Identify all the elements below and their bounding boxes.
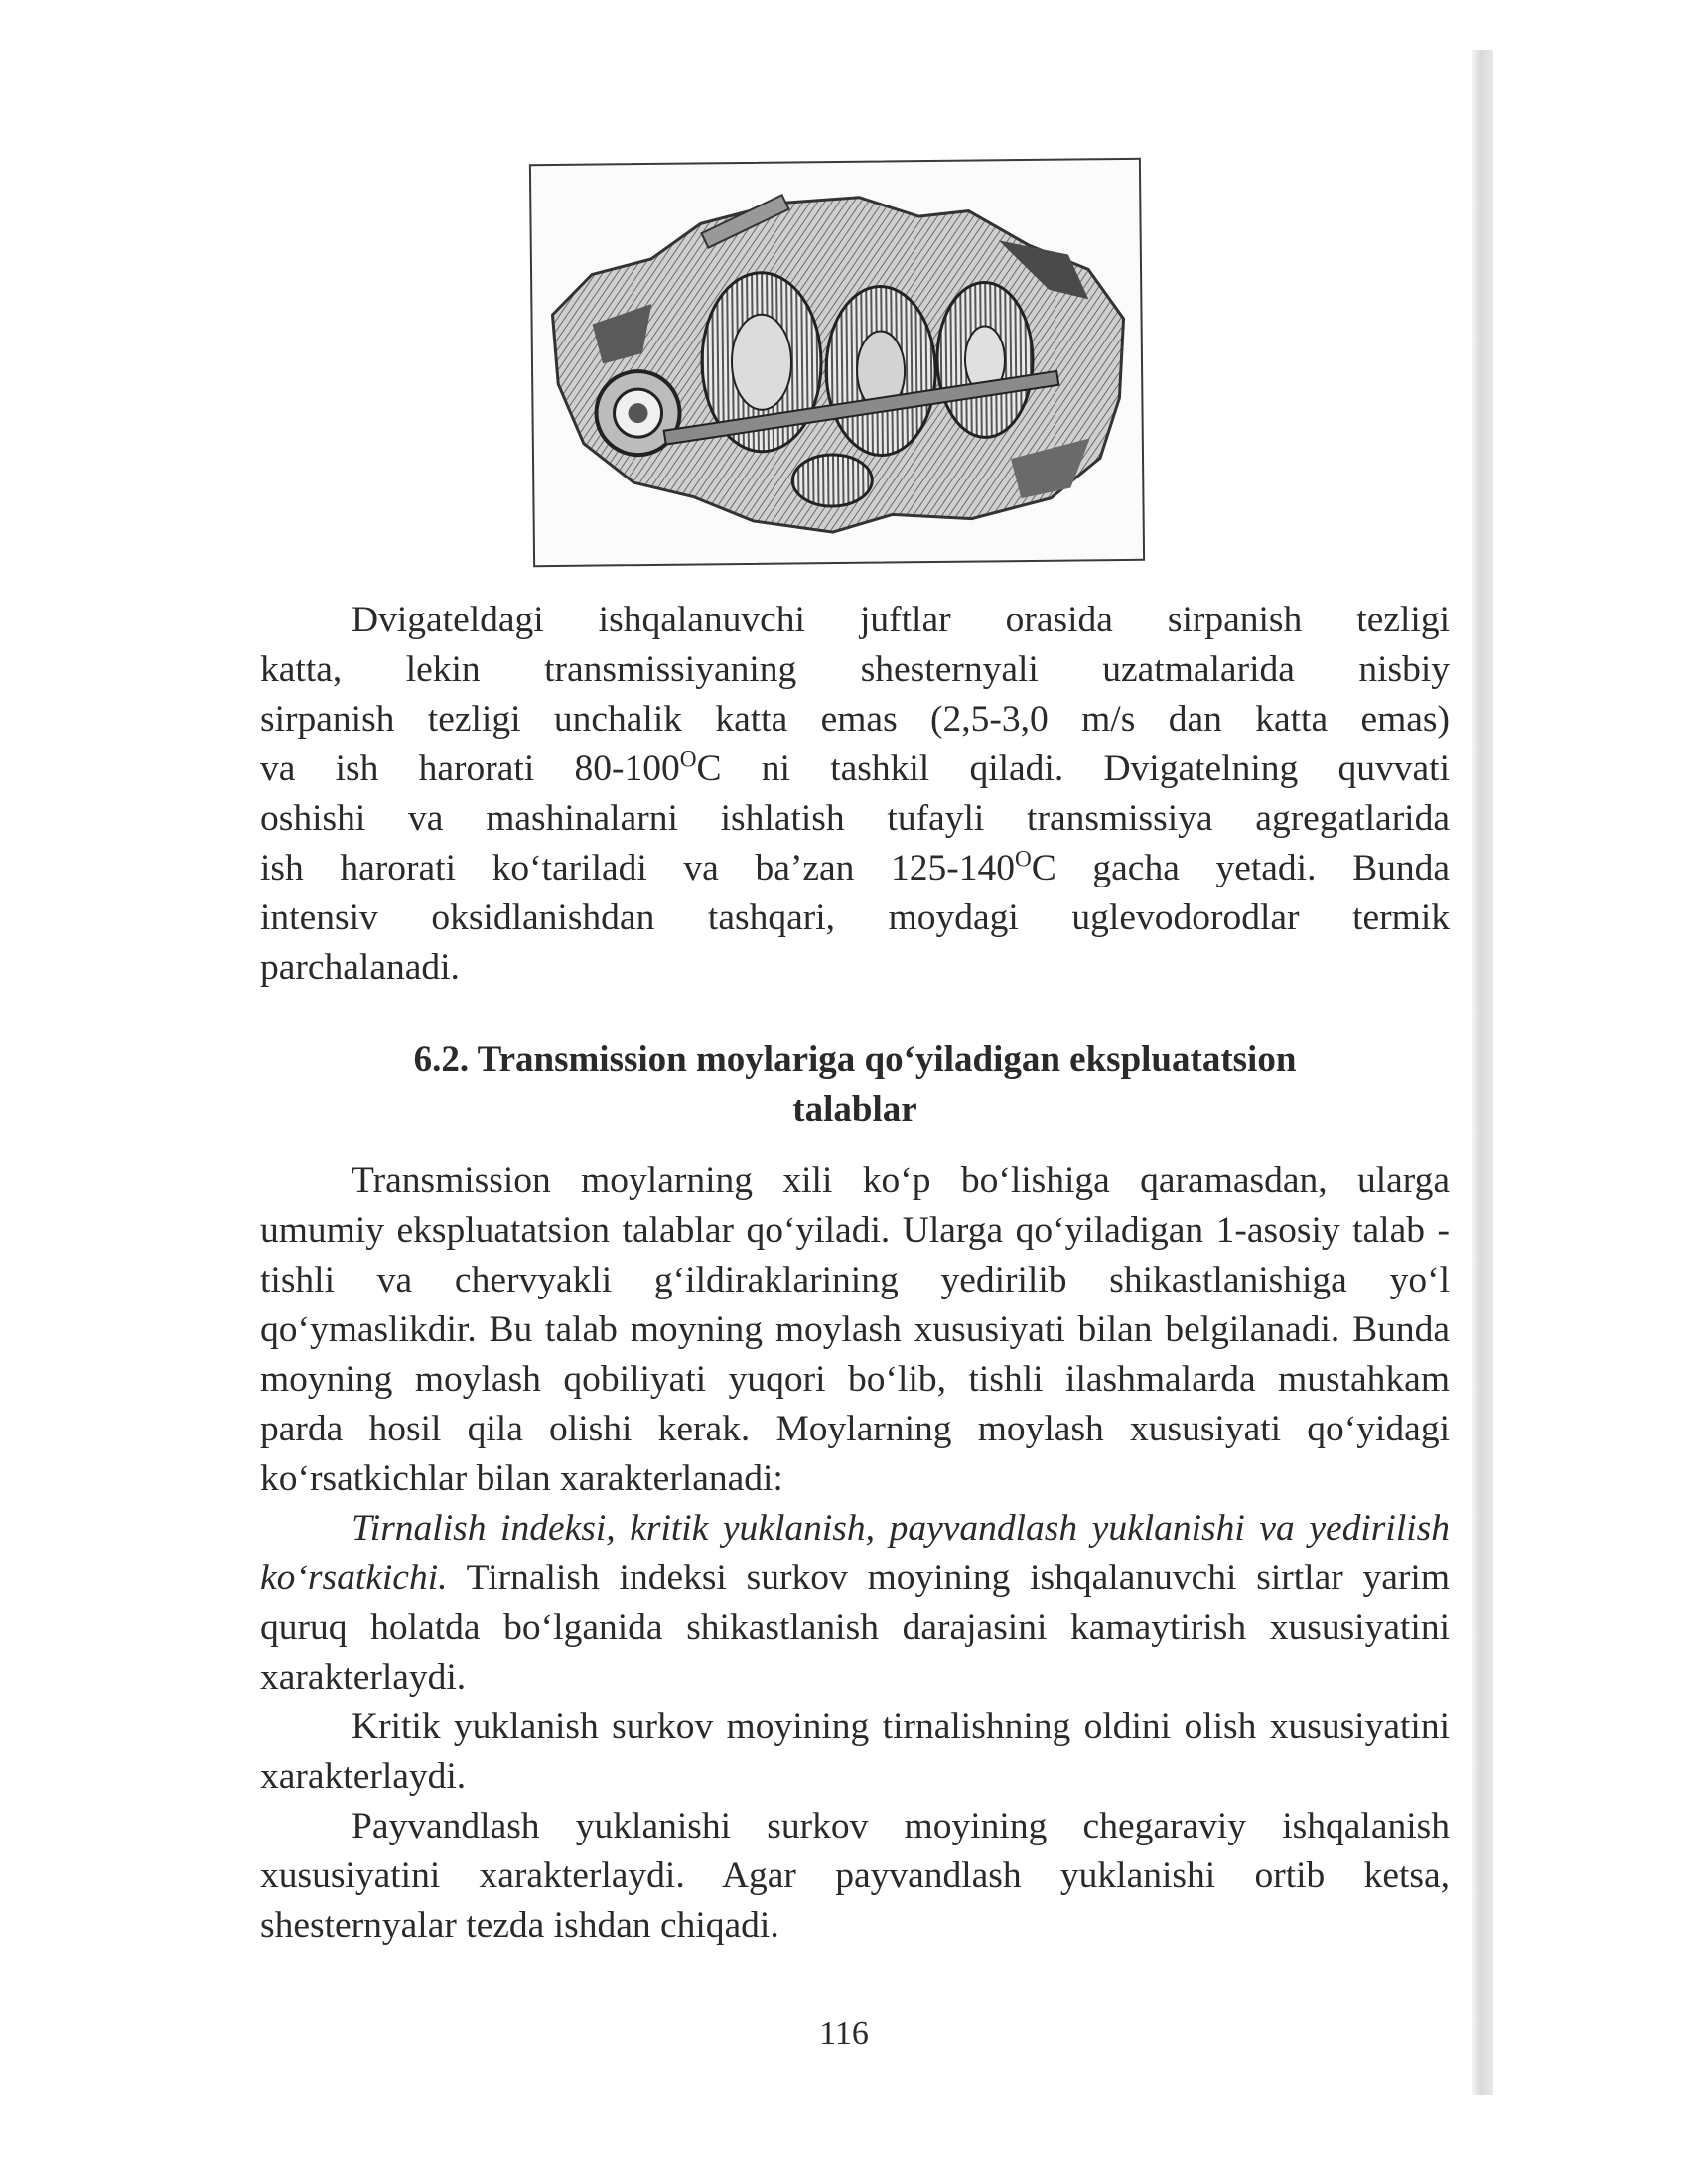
paragraph-4: Kritik yuklanish surkov moyining tirnalishning oldini olish xususiyatini xarakterlaydi.: [260, 1706, 1450, 1797]
paragraph-3-italic-terms: Tirnalish indeksi, kritik yuklanish, payvandlash yuklanishi va yedirilish ko‘rsatkichi.: [260, 1508, 1450, 1598]
gearbox-illustration: [529, 158, 1145, 567]
para1-line3: sirpanish tezligi unchalik katta emas (2,5-3,0 m/s dan katta emas): [260, 699, 1450, 740]
section-body: [260, 1157, 1450, 1951]
page-number: 116: [819, 2015, 869, 2052]
para1-line4-end: C ni tashkil qiladi. Dvigatelning quvvati: [696, 749, 1450, 789]
para1-line6: [260, 844, 1450, 893]
paragraph-1: [260, 596, 1450, 993]
para1-line6-start: ish harorati ko‘tariladi va ba’zan 125-140: [260, 848, 1015, 888]
paragraph-3-text: Tirnalish indeksi surkov moyining ishqalanuvchi sirtlar yarim quruq holatda bo‘lganida shikastlanish darajasini kamaytirish xususiyatini xarakterlaydi.: [260, 1558, 1450, 1698]
para1-line5: oshishi va mashinalarni ishlatish tufayli transmissiya agregatlarida: [260, 798, 1450, 839]
section-heading: [260, 1035, 1450, 1135]
para1-line6-end: C gacha yetadi. Bunda: [1031, 848, 1451, 888]
paragraph-5: Payvandlash yuklanishi surkov moyining chegaraviy ishqalanish xususiyatini xarakterlaydi. Agar payvandlash yuklanishi ortib ketsa, shesternyalar tezda ishdan chiqadi.: [260, 1806, 1450, 1946]
section-heading-line2: talablar: [792, 1089, 917, 1130]
paragraph-2: Transmission moylarning xili ko‘p bo‘lishiga qaramasdan, ularga umumiy ekspluatatsion talablar qo‘yiladi. Ularga qo‘yiladigan 1-asosiy talab - tishli va chervyakli g‘ildiraklarining yedirilib shikastlanishiga yo‘l qo‘ymaslikdir. Bu talab moyning moylash xususiyati bilan belgilanadi. Bunda moyning moylash qobiliyati yuqori bo‘lib, tishli ilashmalarda mustahkam parda hosil qila olishi kerak. Moylarning moylash xususiyati qo‘yidagi ko‘rsatkichlar bilan xarakterlanadi:: [260, 1160, 1450, 1499]
para1-line1: Dvigateldagi ishqalanuvchi juftlar orasida sirpanish tezligi: [352, 600, 1450, 640]
para1-line4-start: va ish harorati 80-100: [260, 749, 680, 789]
section-heading-line1: 6.2. Transmission moylariga qo‘yiladigan ekspluatatsion: [413, 1039, 1297, 1080]
degree-sign: O: [679, 747, 697, 773]
degree-sign-2: O: [1014, 846, 1032, 873]
scan-page-edge-shadow: [1472, 50, 1493, 2095]
para1-line4: [260, 745, 1450, 794]
para1-line7: intensiv oksidlanishdan tashqari, moydagi uglevodorodlar termik: [260, 897, 1450, 938]
paragraph-3: [260, 1504, 1450, 1703]
para1-line2: katta, lekin transmissiyaning shesternyali uzatmalarida nisbiy: [260, 649, 1450, 690]
para1-line8: parchalanadi.: [260, 947, 460, 988]
